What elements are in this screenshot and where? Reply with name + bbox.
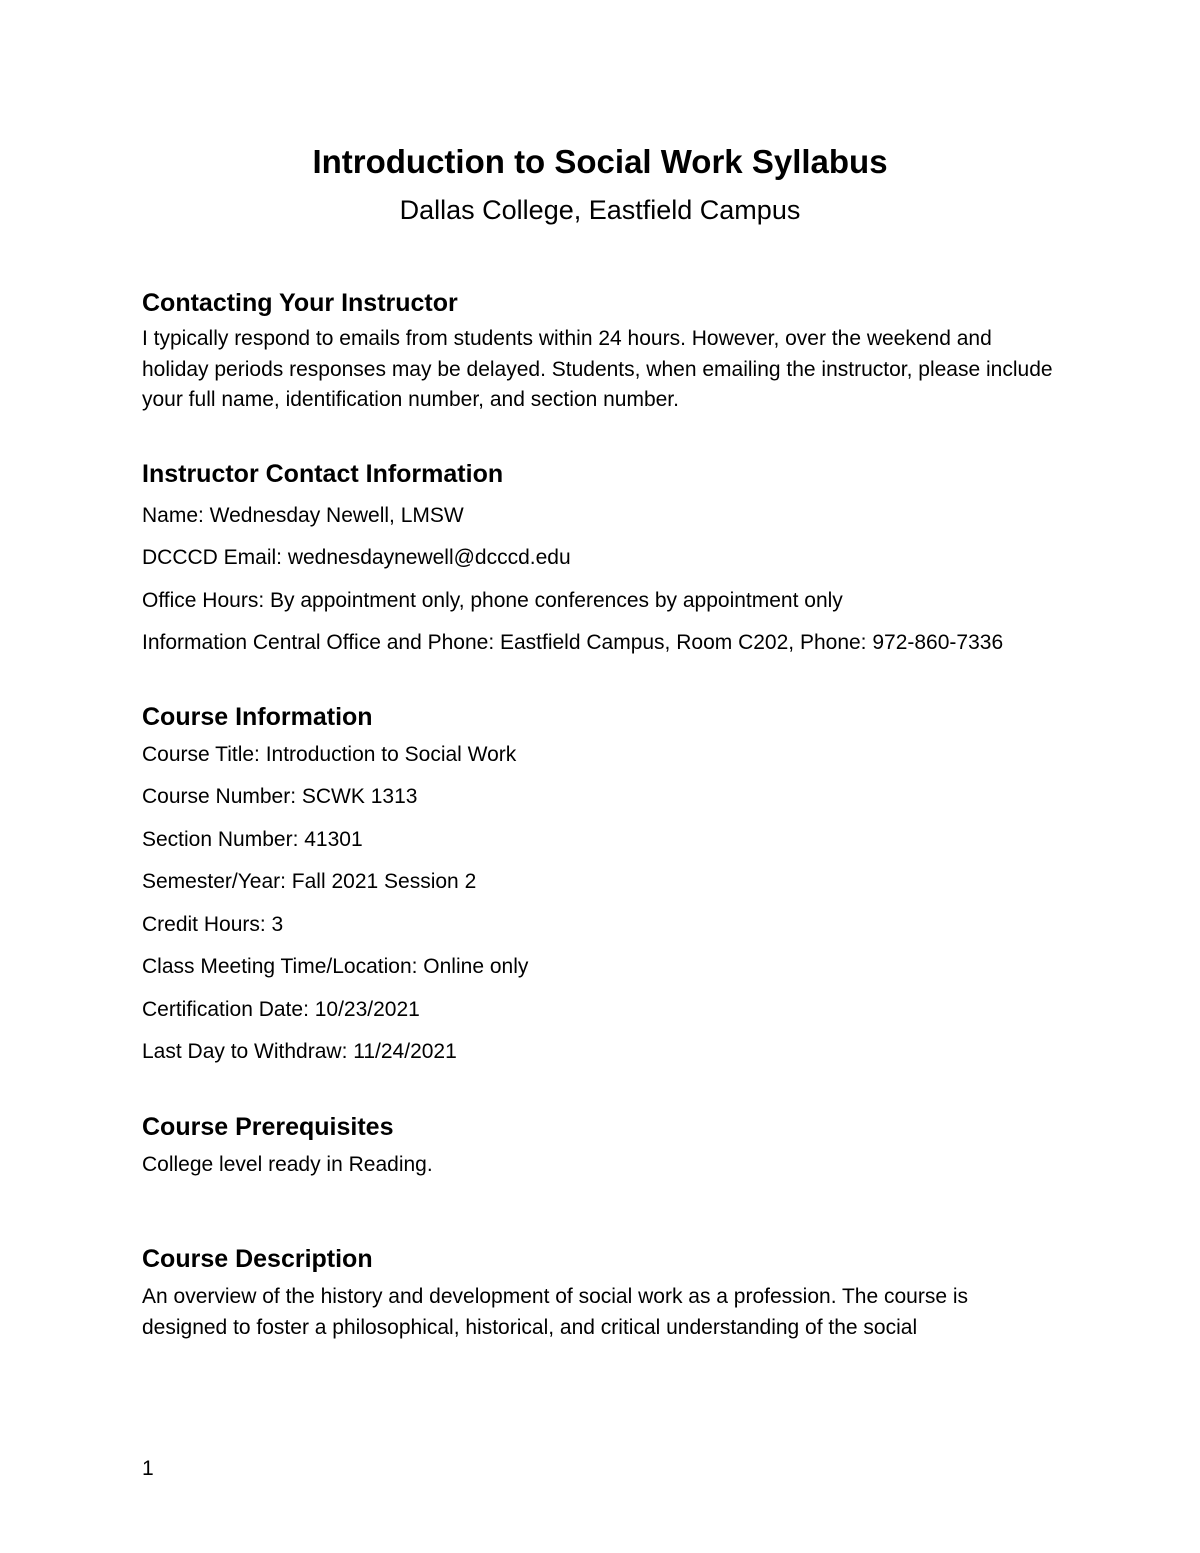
instructor-email: DCCCD Email: wednesdaynewell@dcccd.edu — [142, 546, 571, 569]
section-heading-contacting: Contacting Your Instructor — [142, 289, 458, 317]
section-heading-contact-info: Instructor Contact Information — [142, 459, 504, 488]
instructor-name: Name: Wednesday Newell, LMSW — [142, 503, 464, 527]
semester-year: Semester/Year: Fall 2021 Session 2 — [142, 870, 477, 893]
information-central-office: Information Central Office and Phone: Eastfield Campus, Room C202, Phone: 972-860-7336 — [142, 631, 1004, 654]
prerequisites-paragraph: College level ready in Reading. — [142, 1152, 433, 1176]
last-day-to-withdraw: Last Day to Withdraw: 11/24/2021 — [142, 1040, 457, 1063]
section-contacting-instructor — [142, 286, 1062, 416]
section-course-information — [142, 700, 1062, 1068]
class-meeting-location: Class Meeting Time/Location: Online only — [142, 955, 529, 978]
section-heading-prerequisites: Course Prerequisites — [142, 1112, 394, 1141]
credit-hours: Credit Hours: 3 — [142, 912, 284, 936]
section-heading-course-info: Course Information — [142, 702, 373, 731]
course-number: Course Number: SCWK 1313 — [142, 785, 418, 808]
section-instructor-contact-information — [142, 457, 1062, 659]
course-title: Course Title: Introduction to Social Work — [142, 742, 517, 766]
document-title: Introduction to Social Work Syllabus — [312, 143, 888, 180]
section-heading-description: Course Description — [142, 1245, 373, 1273]
page-content — [142, 140, 1062, 1343]
instructor-office-hours: Office Hours: By appointment only, phone conferences by appointment only — [142, 588, 843, 612]
description-paragraph: An overview of the history and development of social work as a profession. The course is designed to foster a philosophical, historical, and critical understanding of the social — [142, 1285, 969, 1339]
certification-date: Certification Date: 10/23/2021 — [142, 997, 420, 1021]
contacting-paragraph: I typically respond to emails from students within 24 hours. However, over the weekend and holiday periods responses may be delayed. Students, when emailing the instructor, please include your full name, identification number, and section number. — [142, 327, 1053, 411]
page-number: 1 — [142, 1457, 154, 1480]
section-number: Section Number: 41301 — [142, 827, 363, 851]
document-subtitle: Dallas College, Eastfield Campus — [399, 195, 801, 225]
section-course-prerequisites — [142, 1110, 1062, 1181]
section-course-description — [142, 1242, 1062, 1343]
